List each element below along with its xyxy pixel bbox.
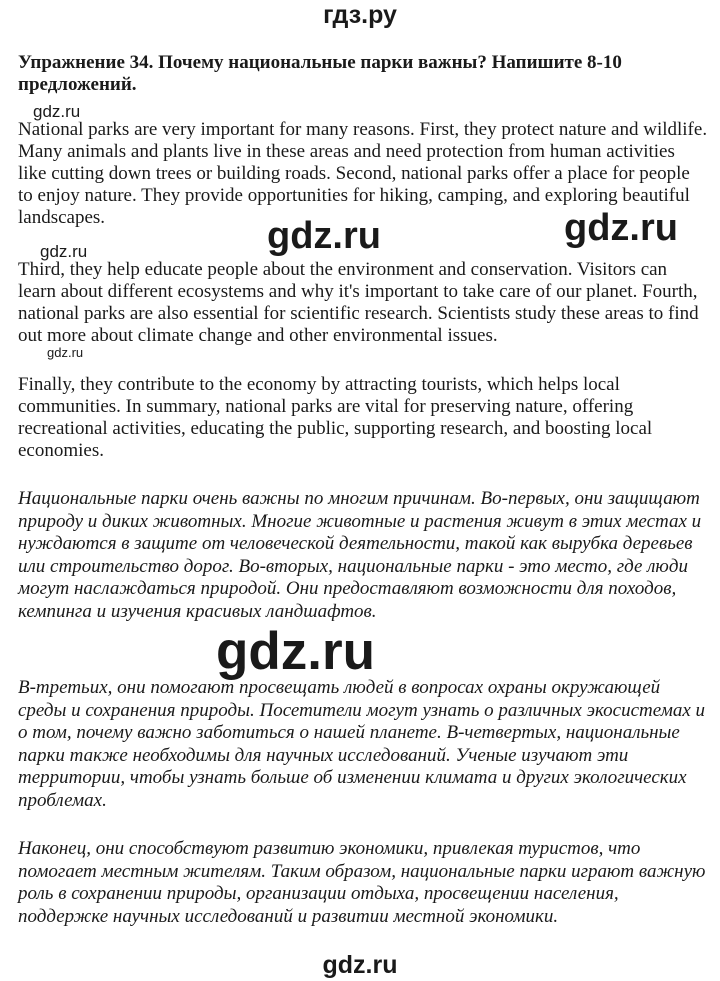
watermark-tiny: gdz.ru [47,345,84,360]
russian-paragraph-1: Национальные парки очень важны по многим причинам. Во-первых, они защищают природу и диких животных. Многие животные и растения живут в этих местах и нуждаются в защите от человеческой деятельности, такой как вырубка деревьев или строительство дорог. Во-вторых, национальные парки - это место, где люди могут наслаждаться природой. Они предоставляют возможности для походов, кемпинга и изучения красивых ландшафтов. [18,488,702,622]
watermark-small-1: gdz.ru [33,102,81,121]
russian-paragraph-2: В-третьих, они помогают просвещать людей в вопросах охраны окружающей среды и сохранения природы. Посетители могут узнать о различных экосистемах и о том, почему важно заботиться о нашей планете. В-четвертых, национальные парки также необходимы для научных исследований. Ученые изучают эти территории, чтобы узнать больше об изменении климата и других экологических проблемах. [18,677,705,811]
watermark-small-2: gdz.ru [40,242,88,261]
exercise-heading: Упражнение 34. Почему национальные парки важны? Напишите 8-10 предложений. [18,52,622,95]
english-paragraph-2: Third, they help educate people about the environment and conservation. Visitors can learn about different ecosystems and why it's important to take care of our planet. Fourth, national parks are also essential for scientific research. Scientists study these areas to find out more about climate change and other environmental issues. [18,259,699,346]
watermark-huge: gdz.ru [216,622,375,681]
english-paragraph-1: National parks are very important for many reasons. First, they protect nature and wildlife. Many animals and plants live in these areas and need protection from human activities like cutting down trees or building roads. Second, national parks offer a place for people to enjoy nature. They provide opportunities for hiking, camping, and exploring beautiful landscapes. [18,119,708,228]
site-header: гдз.ру [323,1,397,29]
watermark-large-2: gdz.ru [564,207,678,249]
russian-paragraph-3: Наконец, они способствуют развитию экономики, привлекая туристов, что помогает местным жителям. Таким образом, национальные парки играют важную роль в сохранении природы, организации отдыха, просвещении населения, поддержке научных исследований и развитии местной экономики. [18,838,706,927]
english-paragraph-3: Finally, they contribute to the economy by attracting tourists, which helps local communities. In summary, national parks are vital for preserving nature, offering recreational activities, educating the public, supporting research, and boosting local economies. [18,374,653,461]
watermark-large-1: gdz.ru [267,215,381,257]
site-footer: gdz.ru [322,951,398,979]
